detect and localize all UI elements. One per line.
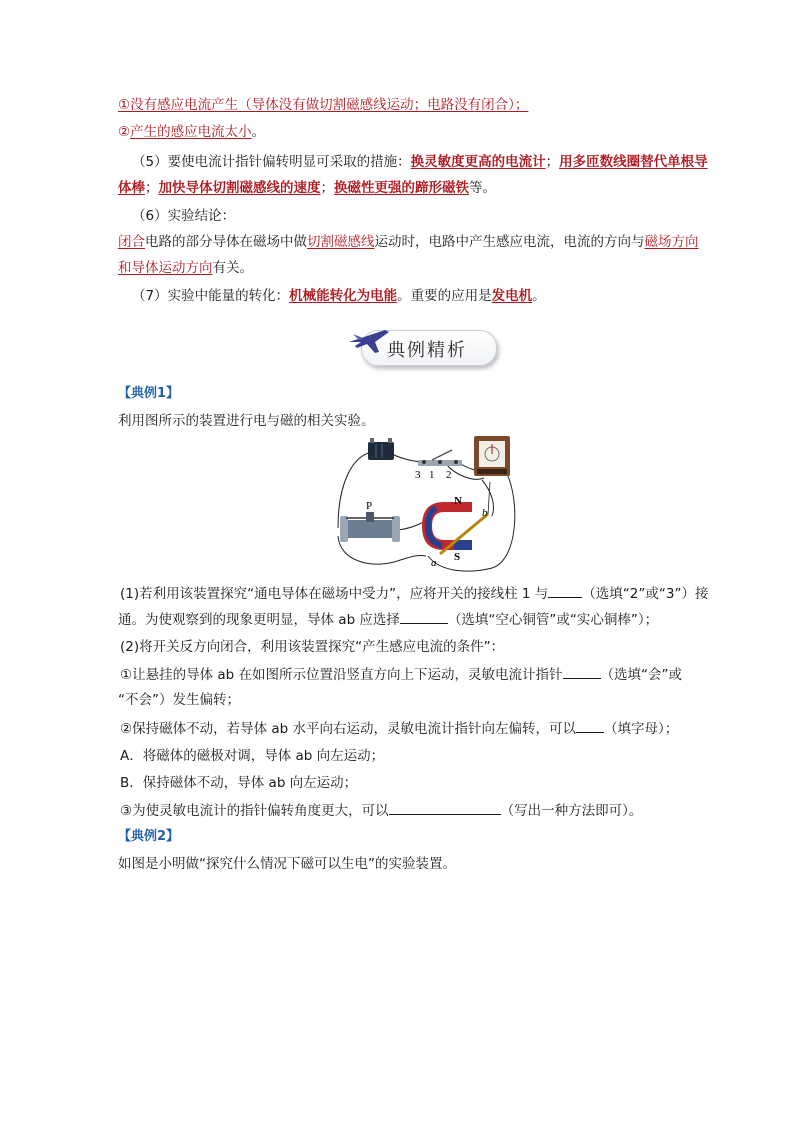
q2-3-text-b: （写出一种方法即可）。 (500, 803, 643, 819)
item-5-b2: 体棒 (118, 180, 145, 196)
reason-2-prefix: ② (118, 124, 131, 140)
item-7-c: 发电机 (491, 288, 533, 304)
concl-f: 和导体运动方向 (118, 260, 213, 276)
experiment-diagram (332, 432, 522, 574)
q1-text-b: （选填“2”或“3”）接 (582, 586, 709, 602)
q2-2-text-b: （填字母）； (604, 721, 679, 737)
terminal-3: 3 (415, 469, 421, 481)
item-7 (132, 286, 742, 306)
item-5-d: 换磁性更强的蹄形磁铁 (334, 180, 469, 196)
option-a: A．将磁体的磁极对调，导体 ab 向左运动； (120, 748, 385, 764)
item-5-end: 等。 (469, 180, 496, 196)
item-7-a: 机械能转化为电能 (289, 288, 398, 304)
item-7-label: （7）实验中能量的转化： (132, 288, 290, 304)
q2-3 (120, 800, 730, 821)
reason-2 (118, 122, 728, 142)
item-5-sep1: ； (545, 154, 560, 170)
q2-1-blank[interactable] (563, 664, 601, 679)
terminal-2: 2 (446, 469, 452, 481)
q1-text-a: (1)若利用该装置探究“通电导体在磁场中受力”，应将开关的接线柱 1 与 (120, 586, 549, 602)
concl-a: 闭合 (118, 234, 145, 250)
rheostat (344, 520, 396, 538)
q1-text-c: 通。为使观察到的现象更明显，导体 ab 应选择 (118, 612, 400, 628)
item-7-d: 。 (532, 288, 546, 304)
example-2-intro: 如图是小明做“探究什么情况下磁可以生电”的实验装置。 (118, 856, 456, 872)
conclusion (118, 232, 728, 252)
item-5-c: 加快导体切割磁感线的速度 (158, 180, 321, 196)
banner-title: 典例精析 (387, 340, 467, 361)
concl-d: 运动时，电路中产生感应电流，电流的方向与 (374, 234, 645, 250)
concl-e: 磁场方向 (644, 234, 699, 250)
slider-p-label: P (366, 500, 373, 512)
q1-text-d: （选填“空心铜管”或“实心铜棒”）； (447, 612, 659, 628)
q2-2 (120, 718, 730, 739)
item-5-sep3: ； (320, 180, 334, 196)
q2-1 (120, 664, 730, 685)
q1-blank-1[interactable] (548, 583, 582, 598)
item-6-label: （6）实验结论： (132, 208, 236, 224)
concl-c: 切割磁感线 (307, 234, 375, 250)
q1-blank-2[interactable] (400, 609, 448, 624)
concl-b: 电路的部分导体在磁场中做 (145, 234, 307, 250)
item-5-label: （5）要使电流计指针偏转明显可采取的措施： (132, 154, 411, 170)
q2-intro: (2)将开关反方向闭合，利用该装置探究“产生感应电流的条件”： (120, 639, 505, 655)
item-5-cont (118, 178, 728, 198)
item-5-a: 换灵敏度更高的电流计 (410, 154, 546, 170)
item-5-b1: 用多匝数线圈替代单根导 (559, 154, 708, 170)
concl-g: 有关。 (212, 260, 253, 276)
pole-s-label: S (454, 551, 461, 563)
conclusion-cont (118, 258, 728, 278)
item-5 (132, 152, 742, 172)
end-b-label: b (482, 507, 488, 519)
reason-2-text: 产生的感应电流太小 (130, 124, 252, 140)
option-b: B．保持磁体不动，导体 ab 向左运动； (120, 775, 358, 791)
item-5-sep2: ； (145, 180, 159, 196)
q2-2-blank[interactable] (576, 718, 604, 733)
q2-1-text-b: （选填“会”或 (600, 667, 683, 683)
battery (368, 442, 394, 460)
airplane-icon (345, 322, 393, 356)
q2-3-text-a: ③为使灵敏电流计的指针偏转角度更大，可以 (120, 803, 389, 819)
section-banner (345, 322, 505, 370)
q2-1-text-a: ①让悬挂的导体 ab 在如图所示位置沿竖直方向上下运动，灵敏电流计指针 (120, 667, 563, 683)
terminal-1: 1 (429, 469, 435, 481)
example-1-intro: 利用图所示的装置进行电与磁的相关实验。 (118, 413, 375, 429)
reason-1: ①没有感应电流产生（导体没有做切割磁感线运动；电路没有闭合）； (118, 97, 529, 113)
example-1-label: 【典例1】 (118, 386, 180, 401)
item-7-b: 。重要的应用是 (397, 288, 492, 304)
reason-2-suffix: 。 (251, 124, 266, 140)
q1-line-2 (118, 609, 728, 630)
q2-1-cont: “不会”）发生偏转； (118, 692, 240, 708)
q2-3-blank[interactable] (389, 800, 501, 815)
q2-2-text-a: ②保持磁体不动，若导体 ab 水平向右运动，灵敏电流计指针向左偏转，可以 (120, 721, 577, 737)
example-2-label: 【典例2】 (118, 829, 180, 844)
q1-line-1 (120, 583, 730, 604)
end-a-label: a (431, 557, 437, 569)
pole-n-label: N (454, 495, 462, 507)
